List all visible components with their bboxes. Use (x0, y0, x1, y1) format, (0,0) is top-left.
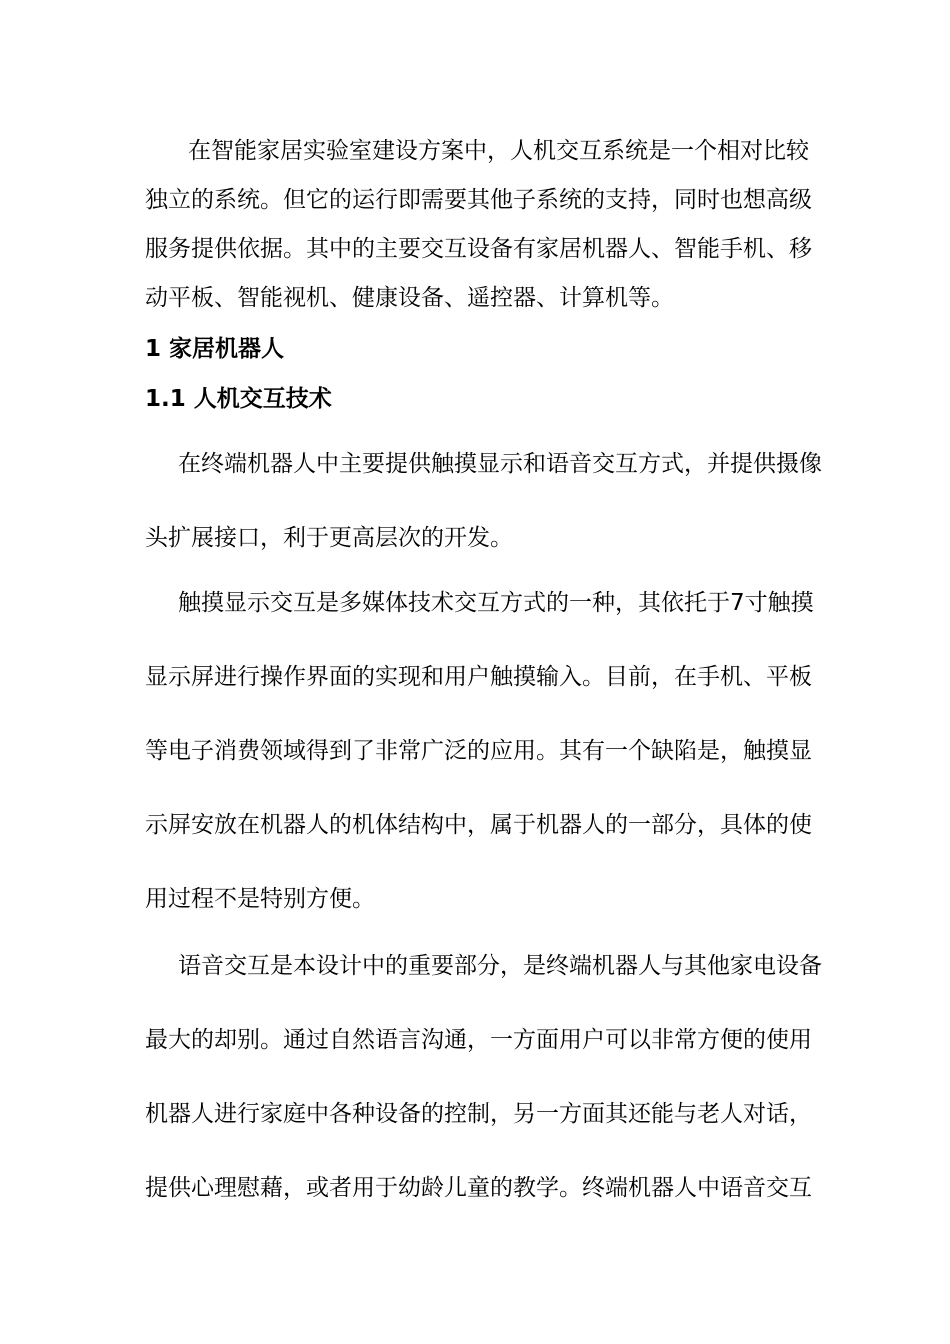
para1-line-2: 头扩展接口，利于更高层次的开发。 (145, 525, 513, 551)
section-heading-1-1: 1.1 人机交互技术 (145, 386, 332, 412)
para2-line-2: 显示屏进行操作界面的实现和用户触摸输入。目前，在手机、平板 (145, 664, 812, 690)
intro-line-1: 在智能家居实验室建设方案中，人机交互系统是一个相对比较 (188, 138, 809, 164)
para2-line-5: 用过程不是特别方便。 (145, 886, 375, 912)
intro-line-4: 动平板、智能视机、健康设备、遥控器、计算机等。 (145, 285, 674, 311)
para3-line-4: 提供心理慰藉，或者用于幼龄儿童的教学。终端机器人中语音交互 (145, 1175, 812, 1201)
para3-line-1: 语音交互是本设计中的重要部分，是终端机器人与其他家电设备 (178, 953, 822, 979)
intro-line-2: 独立的系统。但它的运行即需要其他子系统的支持，同时也想高级 (145, 187, 812, 213)
para2-line-3: 等电子消费领域得到了非常广泛的应用。其有一个缺陷是，触摸显 (145, 738, 812, 764)
para1-line-1: 在终端机器人中主要提供触摸显示和语音交互方式，并提供摄像 (178, 451, 822, 477)
intro-line-3: 服务提供依据。其中的主要交互设备有家居机器人、智能手机、移 (145, 236, 812, 262)
section-heading-1: 1 家居机器人 (145, 336, 285, 362)
para2-line-4: 示屏安放在机器人的机体结构中，属于机器人的一部分，具体的使 (145, 812, 812, 838)
para3-line-3: 机器人进行家庭中各种设备的控制，另一方面其还能与老人对话， (145, 1101, 812, 1127)
para2-line-1: 触摸显示交互是多媒体技术交互方式的一种，其依托于7寸触摸 (178, 590, 814, 616)
para3-line-2: 最大的却别。通过自然语言沟通，一方面用户可以非常方便的使用 (145, 1027, 812, 1053)
